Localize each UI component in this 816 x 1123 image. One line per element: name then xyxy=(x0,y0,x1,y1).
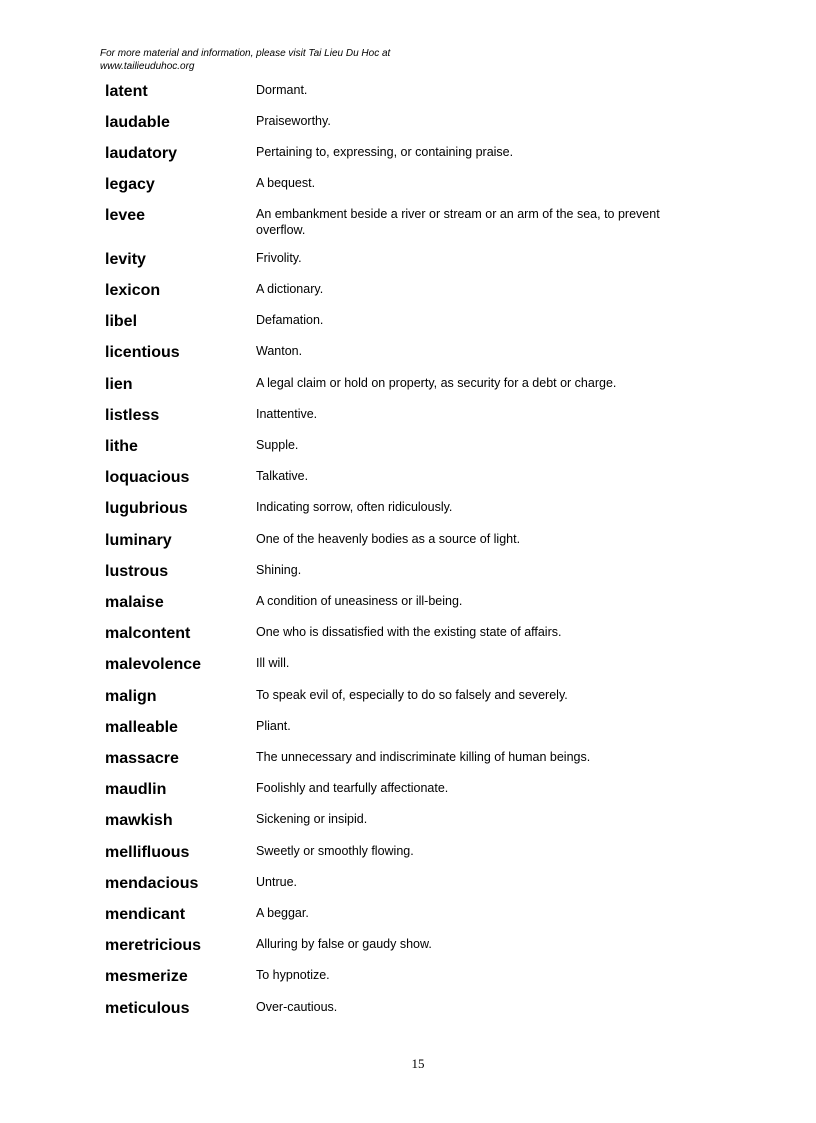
glossary-definition: To speak evil of, especially to do so falsely and severely. xyxy=(256,688,568,702)
glossary-term: maudlin xyxy=(105,781,167,798)
page-number: 15 xyxy=(411,1056,425,1071)
glossary-term: mendacious xyxy=(105,875,199,892)
glossary-definition: A condition of uneasiness or ill-being. xyxy=(256,594,463,608)
glossary-term: lien xyxy=(105,376,133,393)
glossary-definition: The unnecessary and indiscriminate killing of human beings. xyxy=(256,750,591,764)
glossary-definition: Indicating sorrow, often ridiculously. xyxy=(256,500,453,514)
header-website-link[interactable]: www.tailieuduhoc.org xyxy=(100,61,195,72)
glossary-definition: Inattentive. xyxy=(256,407,318,421)
glossary-term: mawkish xyxy=(105,812,173,829)
glossary-definition: An embankment beside a river or stream or an arm of the sea, to prevent overflow. xyxy=(256,207,660,237)
glossary-definition: Ill will. xyxy=(256,656,290,670)
glossary-definition: Dormant. xyxy=(256,83,308,97)
glossary-definition: Frivolity. xyxy=(256,251,302,265)
glossary-definition: To hypnotize. xyxy=(256,968,330,982)
glossary-term: lithe xyxy=(105,438,138,455)
glossary-definition: Wanton. xyxy=(256,344,303,358)
header-notice-line: For more material and information, please visit Tai Lieu Du Hoc at xyxy=(100,48,391,59)
glossary-term: lugubrious xyxy=(105,500,188,517)
glossary-term: laudable xyxy=(105,114,170,131)
glossary-definition: One of the heavenly bodies as a source of light. xyxy=(256,532,521,546)
glossary-term: malaise xyxy=(105,594,164,611)
glossary-term: lustrous xyxy=(105,563,169,580)
glossary-term: lexicon xyxy=(105,282,161,299)
glossary-term: luminary xyxy=(105,532,172,549)
glossary-term: licentious xyxy=(105,344,180,361)
glossary-term: malign xyxy=(105,688,157,705)
glossary-term: mesmerize xyxy=(105,968,188,985)
glossary-term: listless xyxy=(105,407,160,424)
glossary-term: massacre xyxy=(105,750,179,767)
glossary-definition: Alluring by false or gaudy show. xyxy=(256,937,432,951)
glossary-term: laudatory xyxy=(105,145,178,162)
glossary-definition: Sweetly or smoothly flowing. xyxy=(256,844,414,858)
glossary-definition: A bequest. xyxy=(256,176,316,190)
glossary-term: latent xyxy=(105,83,148,100)
glossary-term: levity xyxy=(105,251,146,268)
glossary-definition: Talkative. xyxy=(256,469,309,483)
glossary-definition: Foolishly and tearfully affectionate. xyxy=(256,781,449,795)
glossary-definition: Defamation. xyxy=(256,313,324,327)
glossary-term: meticulous xyxy=(105,1000,190,1017)
glossary-definition: Supple. xyxy=(256,438,299,452)
glossary-term: mellifluous xyxy=(105,844,190,861)
glossary-term: legacy xyxy=(105,176,155,193)
glossary-definition: A beggar. xyxy=(256,906,309,920)
glossary-term: meretricious xyxy=(105,937,202,954)
glossary-definition: Pliant. xyxy=(256,719,291,733)
glossary-term: mendicant xyxy=(105,906,186,923)
glossary-term: libel xyxy=(105,313,138,330)
glossary-definition: Pertaining to, expressing, or containing praise. xyxy=(256,145,514,159)
glossary-definition: Over-cautious. xyxy=(256,1000,338,1014)
glossary-term: malcontent xyxy=(105,625,191,642)
glossary-definition: Sickening or insipid. xyxy=(256,812,368,826)
glossary-definition: Praiseworthy. xyxy=(256,114,331,128)
glossary-definition: One who is dissatisfied with the existing state of affairs. xyxy=(256,625,562,639)
glossary-definition: A dictionary. xyxy=(256,282,324,296)
glossary-term: levee xyxy=(105,207,146,224)
glossary-term: loquacious xyxy=(105,469,190,486)
glossary-term: malleable xyxy=(105,719,178,736)
glossary-definition: Untrue. xyxy=(256,875,297,889)
glossary-definition: Shining. xyxy=(256,563,302,577)
glossary-definition: A legal claim or hold on property, as security for a debt or charge. xyxy=(256,376,617,390)
glossary-term: malevolence xyxy=(105,656,202,673)
